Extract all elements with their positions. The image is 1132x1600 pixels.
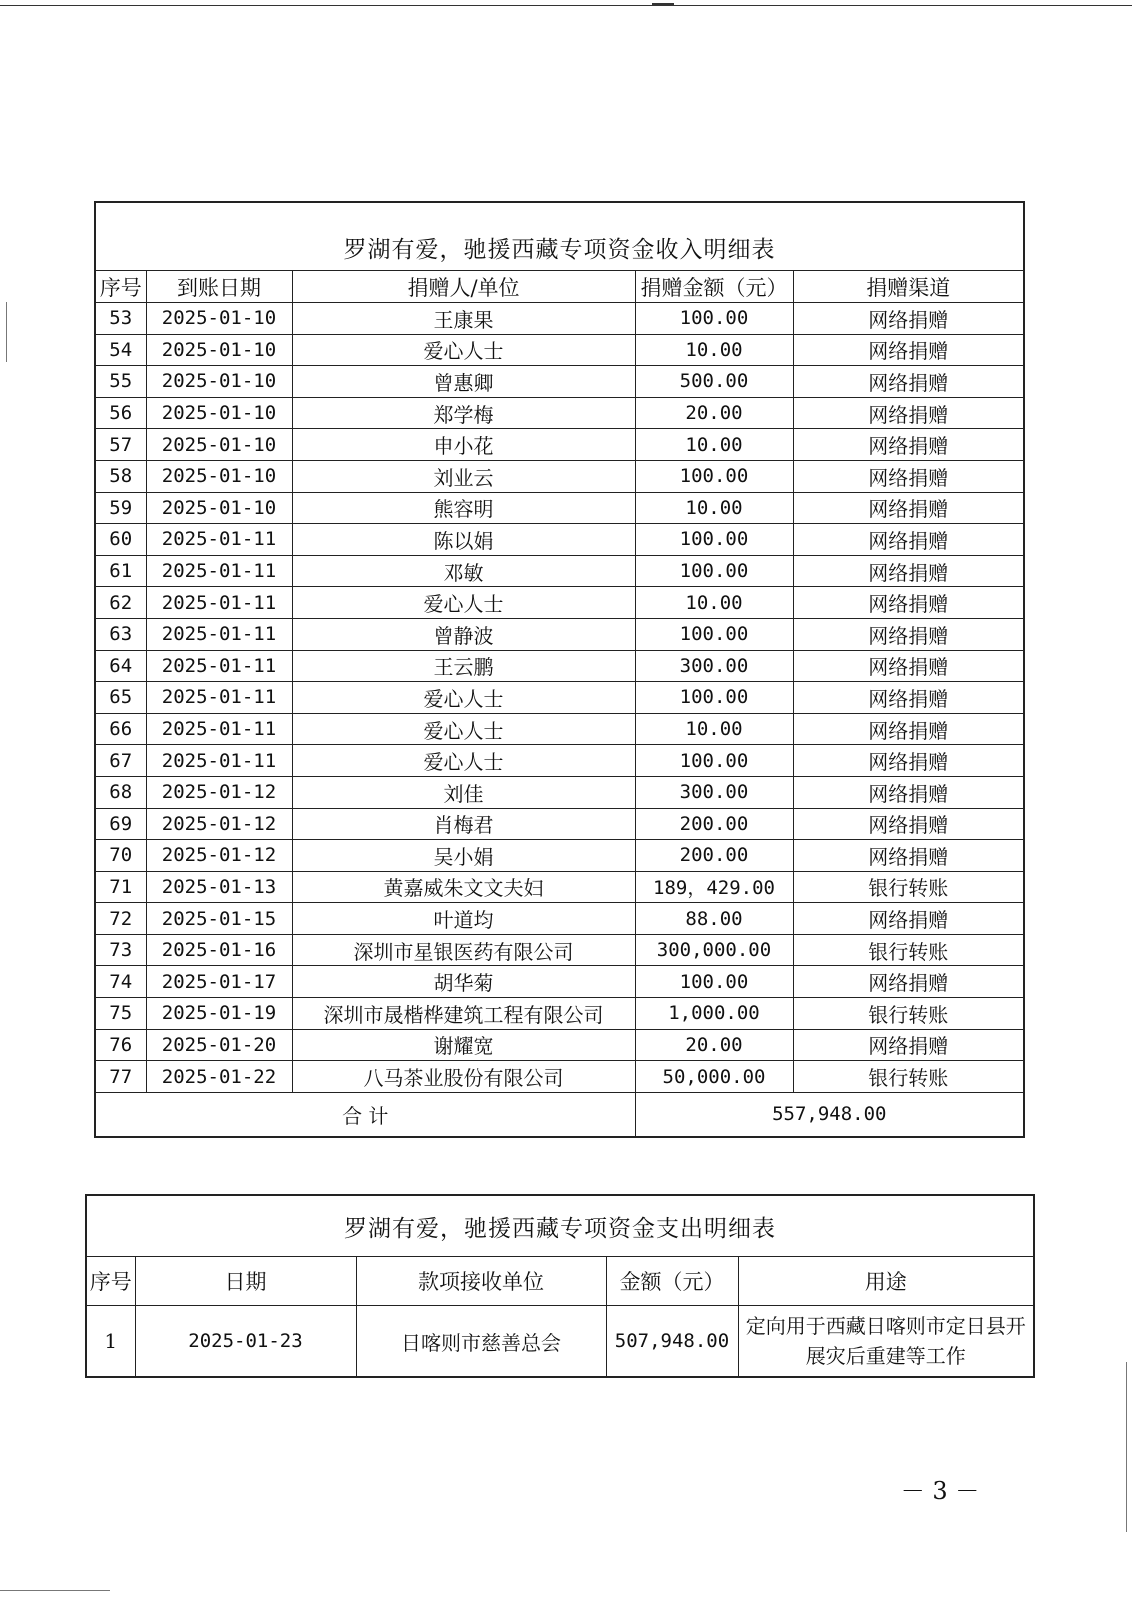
cell-channel: 网络捐赠 <box>793 808 1024 840</box>
cell-amount: 507,948.00 <box>606 1306 738 1378</box>
cell-date: 2025-01-11 <box>146 745 292 777</box>
top-scan-mark <box>652 3 674 5</box>
cell-channel: 银行转账 <box>793 934 1024 966</box>
cell-donor: 黄嘉威朱文文夫妇 <box>292 871 635 903</box>
table-row <box>95 366 1024 398</box>
table-row <box>95 966 1024 998</box>
top-border-line <box>0 5 1132 6</box>
cell-donor: 熊容明 <box>292 492 635 524</box>
cell-channel: 网络捐赠 <box>793 650 1024 682</box>
cell-index: 59 <box>95 492 146 524</box>
cell-date: 2025-01-10 <box>146 366 292 398</box>
cell-date: 2025-01-11 <box>146 524 292 556</box>
cell-amount: 100.00 <box>635 524 793 556</box>
expense-header-amount: 金额（元） <box>606 1257 738 1306</box>
cell-amount: 100.00 <box>635 682 793 714</box>
cell-donor: 郑学梅 <box>292 397 635 429</box>
income-table-title: 罗湖有爱，驰援西藏专项资金收入明细表 <box>95 202 1024 271</box>
cell-date: 2025-01-20 <box>146 1029 292 1061</box>
cell-index: 75 <box>95 998 146 1030</box>
cell-date: 2025-01-23 <box>135 1306 356 1378</box>
income-header-index: 序号 <box>95 271 146 303</box>
cell-date: 2025-01-10 <box>146 334 292 366</box>
cell-amount: 189，429.00 <box>635 871 793 903</box>
cell-donor: 爱心人士 <box>292 587 635 619</box>
cell-channel: 网络捐赠 <box>793 555 1024 587</box>
cell-date: 2025-01-11 <box>146 682 292 714</box>
cell-amount: 100.00 <box>635 618 793 650</box>
cell-amount: 20.00 <box>635 397 793 429</box>
cell-index: 62 <box>95 587 146 619</box>
cell-channel: 网络捐赠 <box>793 618 1024 650</box>
cell-channel: 银行转账 <box>793 998 1024 1030</box>
cell-donor: 爱心人士 <box>292 745 635 777</box>
cell-donor: 陈以娟 <box>292 524 635 556</box>
table-row <box>95 524 1024 556</box>
cell-donor: 王云鹏 <box>292 650 635 682</box>
cell-donor: 刘业云 <box>292 460 635 492</box>
cell-channel: 网络捐赠 <box>793 587 1024 619</box>
cell-index: 58 <box>95 460 146 492</box>
cell-channel: 网络捐赠 <box>793 429 1024 461</box>
cell-channel: 银行转账 <box>793 871 1024 903</box>
cell-donor: 爱心人士 <box>292 713 635 745</box>
cell-date: 2025-01-11 <box>146 618 292 650</box>
cell-channel: 网络捐赠 <box>793 713 1024 745</box>
cell-amount: 10.00 <box>635 334 793 366</box>
cell-donor: 刘佳 <box>292 776 635 808</box>
cell-amount: 10.00 <box>635 429 793 461</box>
cell-donor: 曾惠卿 <box>292 366 635 398</box>
bottom-margin-mark <box>0 1590 110 1591</box>
cell-donor: 爱心人士 <box>292 334 635 366</box>
table-row <box>95 650 1024 682</box>
cell-channel: 网络捐赠 <box>793 303 1024 335</box>
cell-channel: 网络捐赠 <box>793 966 1024 998</box>
table-row <box>95 776 1024 808</box>
cell-channel: 网络捐赠 <box>793 1029 1024 1061</box>
expense-detail-table <box>85 1194 1035 1378</box>
cell-date: 2025-01-17 <box>146 966 292 998</box>
cell-index: 72 <box>95 903 146 935</box>
cell-date: 2025-01-10 <box>146 492 292 524</box>
cell-amount: 100.00 <box>635 303 793 335</box>
cell-donor: 王康果 <box>292 303 635 335</box>
cell-amount: 100.00 <box>635 555 793 587</box>
cell-donor: 申小花 <box>292 429 635 461</box>
left-margin-mark <box>6 302 7 362</box>
cell-date: 2025-01-11 <box>146 587 292 619</box>
cell-index: 54 <box>95 334 146 366</box>
table-row <box>95 713 1024 745</box>
cell-index: 65 <box>95 682 146 714</box>
table-row <box>95 460 1024 492</box>
table-row <box>95 334 1024 366</box>
table-row <box>95 998 1024 1030</box>
cell-date: 2025-01-11 <box>146 713 292 745</box>
table-row <box>95 934 1024 966</box>
income-header-donor: 捐赠人/单位 <box>292 271 635 303</box>
cell-date: 2025-01-12 <box>146 808 292 840</box>
expense-header-recipient: 款项接收单位 <box>356 1257 606 1306</box>
cell-channel: 网络捐赠 <box>793 492 1024 524</box>
cell-date: 2025-01-10 <box>146 460 292 492</box>
income-header-date: 到账日期 <box>146 271 292 303</box>
cell-donor: 深圳市晟楷桦建筑工程有限公司 <box>292 998 635 1030</box>
cell-amount: 300,000.00 <box>635 934 793 966</box>
cell-index: 56 <box>95 397 146 429</box>
cell-index: 67 <box>95 745 146 777</box>
cell-amount: 300.00 <box>635 776 793 808</box>
cell-date: 2025-01-11 <box>146 650 292 682</box>
cell-date: 2025-01-16 <box>146 934 292 966</box>
cell-channel: 网络捐赠 <box>793 776 1024 808</box>
cell-channel: 网络捐赠 <box>793 903 1024 935</box>
cell-index: 71 <box>95 871 146 903</box>
cell-date: 2025-01-12 <box>146 776 292 808</box>
income-header-amount: 捐赠金额（元） <box>635 271 793 303</box>
table-row <box>95 587 1024 619</box>
cell-donor: 爱心人士 <box>292 682 635 714</box>
cell-date: 2025-01-22 <box>146 1061 292 1093</box>
table-row <box>86 1306 1034 1378</box>
cell-amount: 500.00 <box>635 366 793 398</box>
table-row <box>95 618 1024 650</box>
right-margin-mark <box>1126 1362 1127 1532</box>
cell-donor: 胡华菊 <box>292 966 635 998</box>
table-row <box>95 492 1024 524</box>
cell-channel: 网络捐赠 <box>793 524 1024 556</box>
cell-index: 70 <box>95 840 146 872</box>
cell-date: 2025-01-19 <box>146 998 292 1030</box>
cell-index: 69 <box>95 808 146 840</box>
table-row <box>95 429 1024 461</box>
cell-channel: 网络捐赠 <box>793 682 1024 714</box>
cell-index: 74 <box>95 966 146 998</box>
cell-donor: 吴小娟 <box>292 840 635 872</box>
expense-table-title: 罗湖有爱，驰援西藏专项资金支出明细表 <box>86 1195 1034 1257</box>
cell-donor: 曾静波 <box>292 618 635 650</box>
table-row <box>95 682 1024 714</box>
table-row <box>95 840 1024 872</box>
cell-date: 2025-01-15 <box>146 903 292 935</box>
cell-index: 57 <box>95 429 146 461</box>
total-amount: 557,948.00 <box>635 1092 1024 1137</box>
income-header-channel: 捐赠渠道 <box>793 271 1024 303</box>
cell-index: 1 <box>86 1306 135 1378</box>
table-row <box>95 1029 1024 1061</box>
cell-amount: 10.00 <box>635 713 793 745</box>
cell-channel: 网络捐赠 <box>793 334 1024 366</box>
cell-index: 60 <box>95 524 146 556</box>
cell-donor: 谢耀宽 <box>292 1029 635 1061</box>
page-number: － 3 － <box>900 1477 980 1505</box>
cell-index: 61 <box>95 555 146 587</box>
cell-amount: 20.00 <box>635 1029 793 1061</box>
cell-amount: 10.00 <box>635 492 793 524</box>
cell-purpose: 定向用于西藏日喀则市定日县开展灾后重建等工作 <box>738 1306 1034 1378</box>
cell-amount: 100.00 <box>635 966 793 998</box>
cell-donor: 叶道均 <box>292 903 635 935</box>
cell-amount: 88.00 <box>635 903 793 935</box>
cell-channel: 网络捐赠 <box>793 397 1024 429</box>
cell-date: 2025-01-12 <box>146 840 292 872</box>
cell-amount: 300.00 <box>635 650 793 682</box>
income-detail-table <box>94 201 1025 1138</box>
cell-date: 2025-01-13 <box>146 871 292 903</box>
table-row <box>95 903 1024 935</box>
cell-index: 73 <box>95 934 146 966</box>
cell-index: 53 <box>95 303 146 335</box>
cell-index: 63 <box>95 618 146 650</box>
cell-donor: 深圳市星银医药有限公司 <box>292 934 635 966</box>
cell-channel: 银行转账 <box>793 1061 1024 1093</box>
cell-donor: 肖梅君 <box>292 808 635 840</box>
cell-donor: 八马茶业股份有限公司 <box>292 1061 635 1093</box>
table-row <box>95 397 1024 429</box>
cell-channel: 网络捐赠 <box>793 840 1024 872</box>
cell-amount: 100.00 <box>635 745 793 777</box>
table-row <box>95 1061 1024 1093</box>
cell-amount: 100.00 <box>635 460 793 492</box>
cell-amount: 200.00 <box>635 840 793 872</box>
cell-date: 2025-01-11 <box>146 555 292 587</box>
cell-amount: 50,000.00 <box>635 1061 793 1093</box>
cell-index: 66 <box>95 713 146 745</box>
cell-channel: 网络捐赠 <box>793 460 1024 492</box>
cell-donor: 邓敏 <box>292 555 635 587</box>
expense-header-date: 日期 <box>135 1257 356 1306</box>
cell-recipient: 日喀则市慈善总会 <box>356 1306 606 1378</box>
cell-date: 2025-01-10 <box>146 303 292 335</box>
table-row <box>95 871 1024 903</box>
table-row <box>95 745 1024 777</box>
cell-channel: 网络捐赠 <box>793 745 1024 777</box>
cell-index: 68 <box>95 776 146 808</box>
total-row <box>95 1092 1024 1137</box>
cell-amount: 200.00 <box>635 808 793 840</box>
cell-amount: 10.00 <box>635 587 793 619</box>
cell-index: 64 <box>95 650 146 682</box>
cell-date: 2025-01-10 <box>146 429 292 461</box>
expense-header-index: 序号 <box>86 1257 135 1306</box>
cell-channel: 网络捐赠 <box>793 366 1024 398</box>
cell-amount: 1,000.00 <box>635 998 793 1030</box>
cell-index: 76 <box>95 1029 146 1061</box>
expense-header-purpose: 用途 <box>738 1257 1034 1306</box>
table-row <box>95 808 1024 840</box>
table-row <box>95 303 1024 335</box>
cell-date: 2025-01-10 <box>146 397 292 429</box>
table-row <box>95 555 1024 587</box>
cell-index: 55 <box>95 366 146 398</box>
cell-index: 77 <box>95 1061 146 1093</box>
total-label: 合 计 <box>95 1092 635 1137</box>
